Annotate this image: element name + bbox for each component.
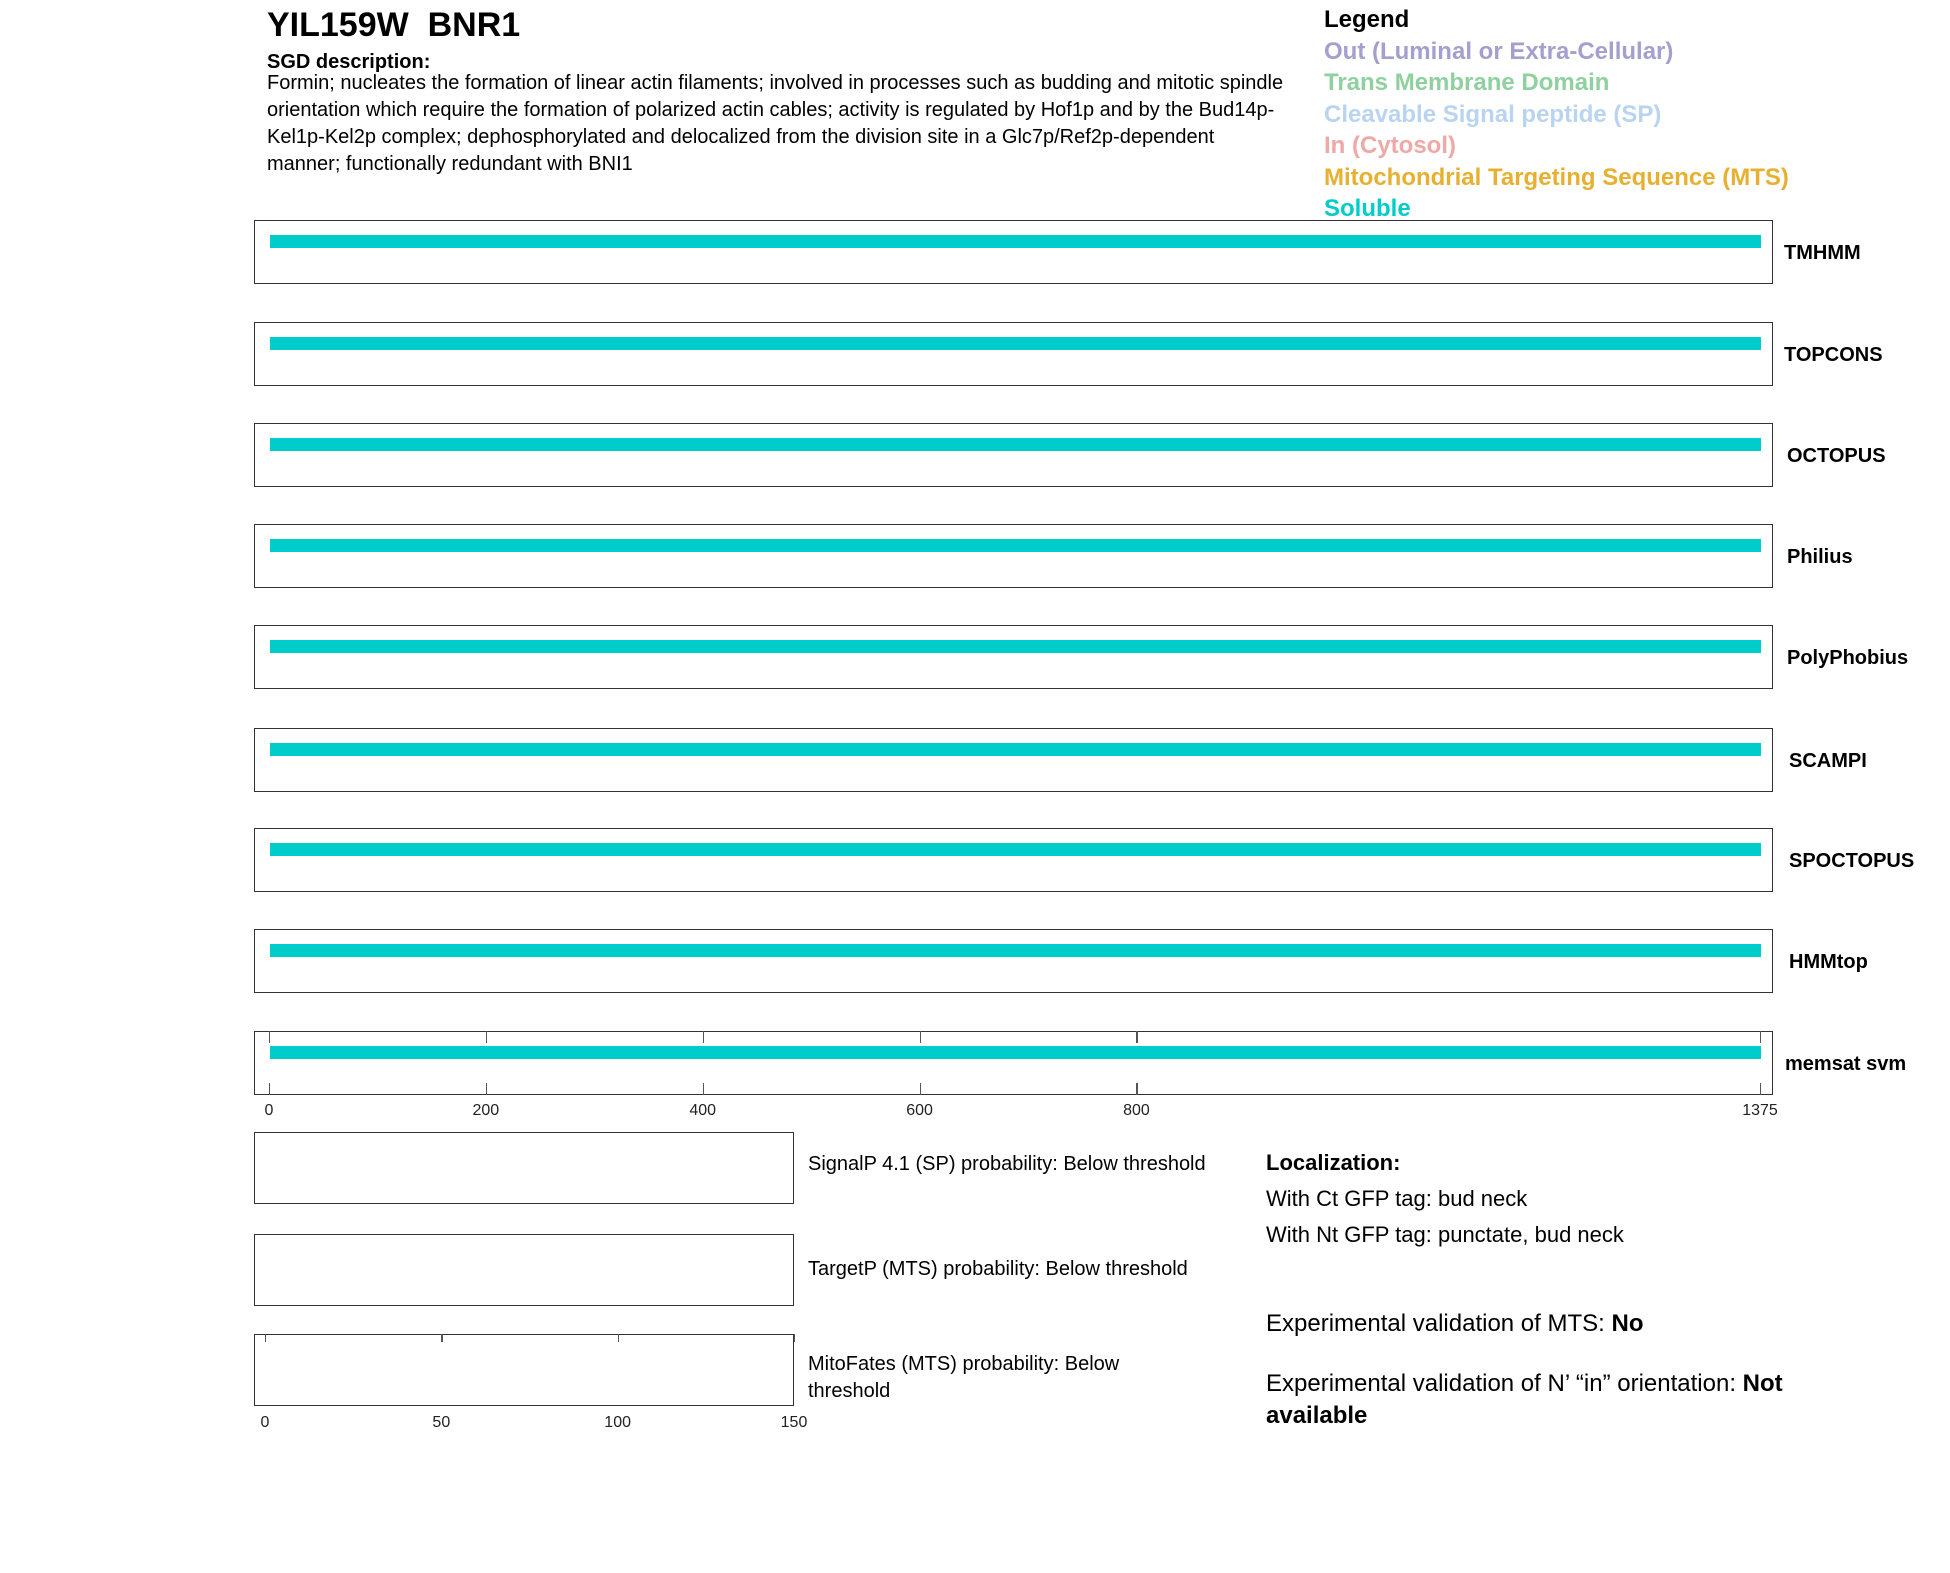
gene-id: YIL159W [267,6,409,44]
track-segment [270,843,1761,856]
legend [1324,4,1789,225]
gene-name: BNR1 [427,6,521,44]
gene-title [267,6,520,45]
axis-tick [486,1083,487,1095]
track-label: TOPCONS [1784,344,1883,366]
track-label: SPOCTOPUS [1789,850,1915,872]
track-tmhmm [254,220,1773,284]
track-segment [270,337,1761,350]
axis-tick [618,1334,619,1342]
axis-tick-label: 600 [906,1102,933,1119]
track-scampi [254,728,1773,792]
probability-plot [254,1334,794,1406]
probability-plot [254,1234,794,1306]
axis-tick-label: 1375 [1742,1102,1778,1119]
axis-tick [794,1334,795,1342]
axis-tick [269,1031,270,1043]
axis-tick [1760,1031,1761,1043]
legend-item-mts: Mitochondrial Targeting Sequence (MTS) [1324,163,1789,191]
track-segment [270,743,1761,756]
track-label: OCTOPUS [1787,445,1886,467]
sgd-description-label: SGD description: [267,51,431,73]
legend-item-soluble: Soluble [1324,195,1411,222]
axis-tick [1136,1031,1137,1043]
nin-validation-value: Not available [1266,1370,1783,1429]
track-label: memsat svm [1785,1053,1907,1075]
probability-label: SignalP 4.1 (SP) probability: Below threshold [808,1153,1206,1175]
track-segment [270,640,1761,653]
axis-tick-label: 100 [604,1414,632,1431]
axis-tick-label: 400 [689,1102,717,1119]
nin-validation-prefix: Experimental validation of N’ “in” orientation: [1266,1370,1743,1397]
axis-tick-label: 150 [780,1414,808,1431]
axis-tick [441,1334,442,1342]
axis-tick-label: 0 [264,1102,274,1119]
track-philius [254,524,1773,588]
axis-tick [920,1031,921,1043]
localization-title: Localization: [1266,1150,1401,1175]
track-octopus [254,423,1773,487]
probability-plot [254,1132,794,1204]
track-segment [270,944,1761,957]
legend-item-signal-peptide: Cleavable Signal peptide (SP) [1324,100,1662,128]
track-label: Philius [1787,546,1853,568]
track-segment [270,235,1761,248]
mts-validation-prefix: Experimental validation of MTS: [1266,1310,1612,1337]
sgd-description-text: Formin; nucleates the formation of linear actin filaments; involved in processes such as budding and mitotic spindle orientation which require the formation of polarized actin cables; activity is regulated by Hof1p and by the Bud14p-Kel1p-Kel2p complex; dephosphorylated and delocalized from the division site in a Glc7p/Ref2p-dependent manner; functionally redundant with BNI1 [267,72,1284,175]
axis-tick [1136,1083,1137,1095]
track-segment [270,438,1761,451]
axis-tick-label: 200 [472,1102,500,1119]
track-label: HMMtop [1789,951,1868,973]
track-label: SCAMPI [1789,750,1867,772]
axis-tick [486,1031,487,1043]
track-label: TMHMM [1784,242,1861,264]
track-polyphobius [254,625,1773,689]
track-spoctopus [254,828,1773,892]
legend-item-transmembrane: Trans Membrane Domain [1324,69,1610,96]
track-label: PolyPhobius [1787,647,1909,669]
track-segment [270,539,1761,552]
legend-item-out: Out (Luminal or Extra-Cellular) [1324,37,1674,65]
axis-tick [1760,1083,1761,1095]
axis-tick [920,1083,921,1095]
track-topcons [254,322,1773,386]
axis-tick [703,1031,704,1043]
mts-validation-value: No [1611,1310,1644,1337]
track-memsat-svm [254,1031,1773,1095]
mts-validation [1266,1310,1643,1338]
axis-tick-label: 800 [1123,1102,1150,1119]
nin-validation [1266,1368,1866,1432]
axis-tick [265,1334,266,1342]
legend-item-in-cytosol: In (Cytosol) [1324,132,1456,159]
probability-label: TargetP (MTS) probability: Below threshold [808,1258,1188,1280]
legend-title: Legend [1324,6,1410,33]
axis-tick-label: 50 [432,1414,451,1431]
localization-nt-gfp: With Nt GFP tag: punctate, bud neck [1266,1222,1624,1247]
track-segment [270,1046,1761,1059]
localization-ct-gfp: With Ct GFP tag: bud neck [1266,1186,1528,1211]
axis-tick [703,1083,704,1095]
axis-tick [269,1083,270,1095]
track-hmmtop [254,929,1773,993]
probability-label: MitoFates (MTS) probability: Below threshold [808,1353,1120,1402]
axis-tick-label: 0 [260,1414,270,1431]
